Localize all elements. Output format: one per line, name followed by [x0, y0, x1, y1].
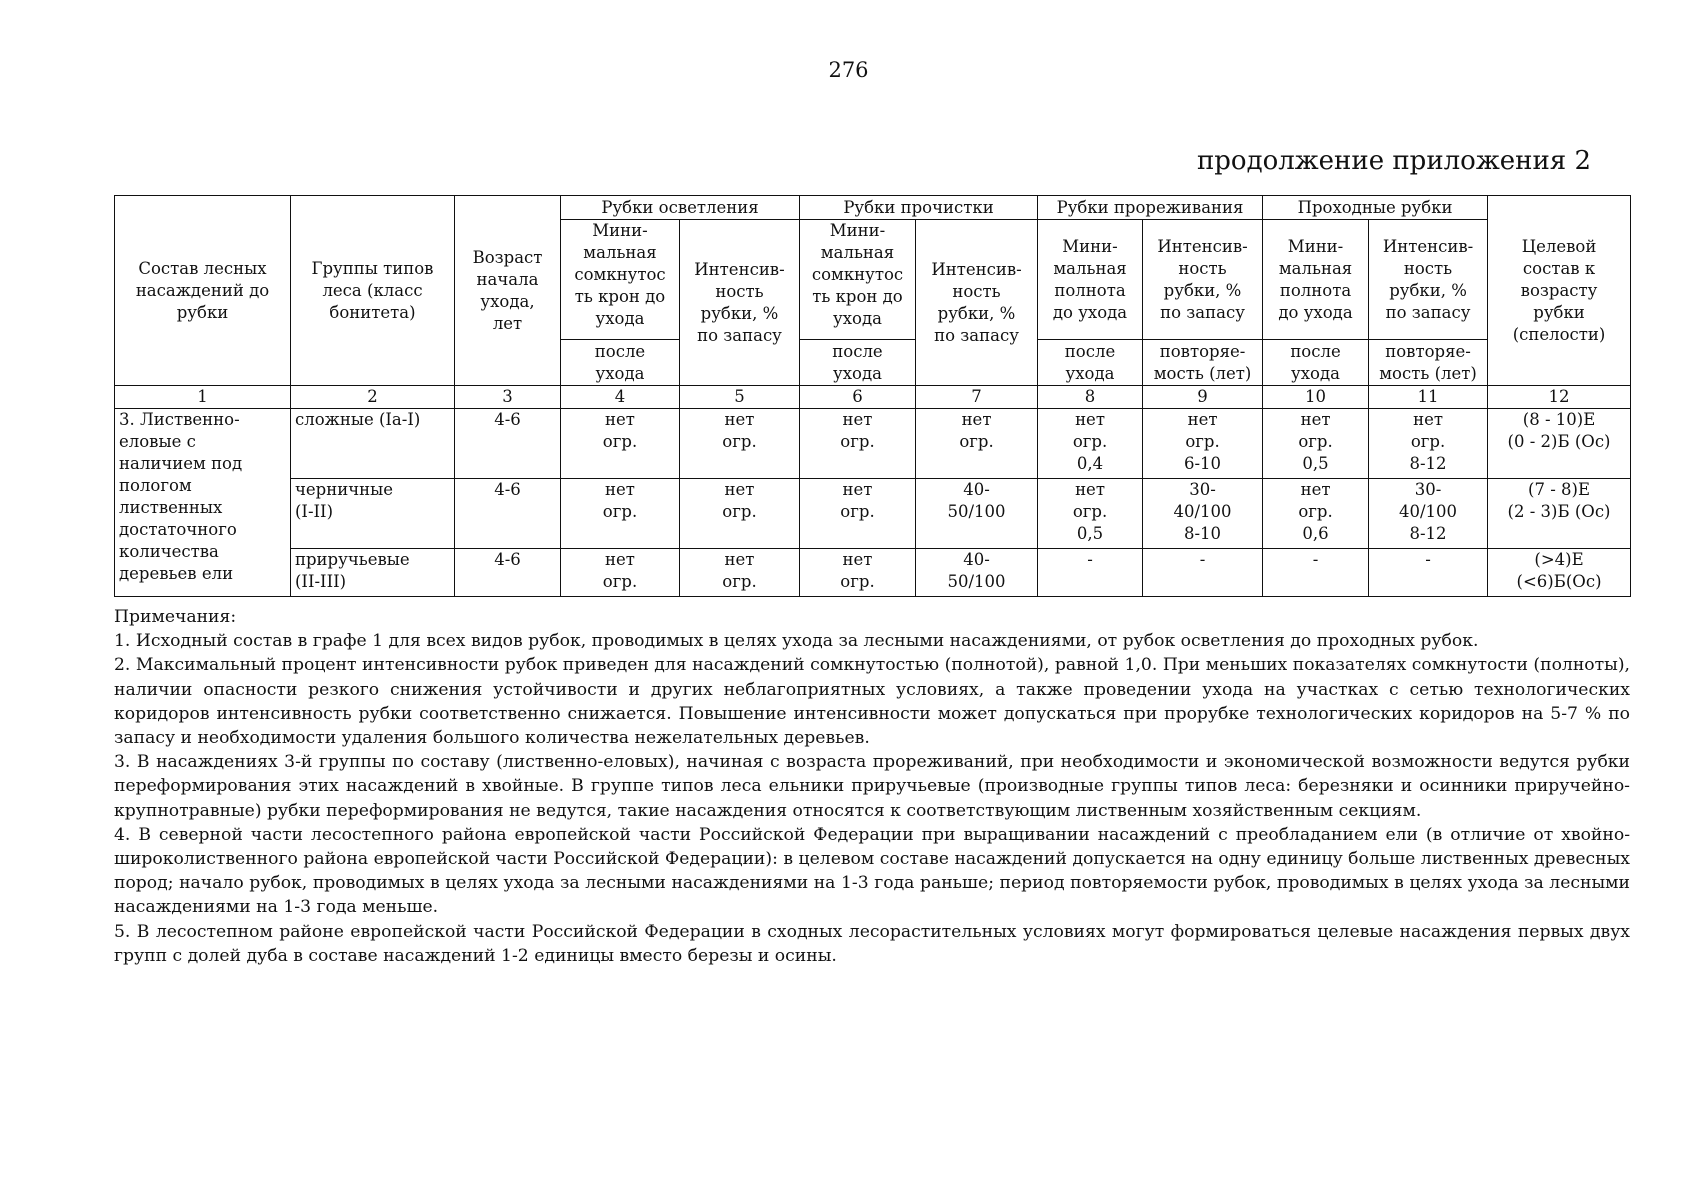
header-repeat-1: повторяе- мость (лет) [1143, 340, 1263, 386]
header-target-composition: Целевой состав к возрасту рубки (спелости) [1488, 196, 1631, 386]
column-number: 6 [800, 386, 916, 409]
table-cell: нет огр. 0,5 [1038, 479, 1143, 549]
table-cell: - [1263, 549, 1369, 597]
table-cell: нет огр. [561, 549, 680, 597]
table-cell: нет огр. [680, 479, 800, 549]
table-cell: - [1038, 549, 1143, 597]
page-number: 276 [828, 58, 869, 82]
table-cell: нет огр. 0,6 [1263, 479, 1369, 549]
forest-type-cell: приручьевые (II-III) [291, 549, 455, 597]
forest-care-table [114, 195, 1631, 597]
column-number: 8 [1038, 386, 1143, 409]
header-intensity-4: Интенсив- ность рубки, % по запасу [1369, 220, 1488, 340]
column-number: 10 [1263, 386, 1369, 409]
column-number: 2 [291, 386, 455, 409]
table-cell: 4-6 [455, 479, 561, 549]
table-cell: - [1369, 549, 1488, 597]
column-number: 4 [561, 386, 680, 409]
header-intensity-1: Интенсив- ность рубки, % по запасу [680, 220, 800, 386]
target-composition-cell: (8 - 10)Е (0 - 2)Б (Ос) [1488, 409, 1631, 479]
header-after-care-1: после ухода [561, 340, 680, 386]
target-composition-cell: (>4)Е (<6)Б(Ос) [1488, 549, 1631, 597]
column-number: 7 [916, 386, 1038, 409]
header-min-density-2: Мини- мальная полнота до ухода [1263, 220, 1369, 340]
header-after-care-3: после ухода [1038, 340, 1143, 386]
column-number: 3 [455, 386, 561, 409]
table-cell: нет огр. 0,5 [1263, 409, 1369, 479]
header-intensity-2: Интенсив- ность рубки, % по запасу [916, 220, 1038, 386]
header-min-closure-1: Мини- мальная сомкнутос ть крон до ухода [561, 220, 680, 340]
header-group-cleaning: Рубки прочистки [800, 196, 1038, 220]
table-cell: 30- 40/100 8-10 [1143, 479, 1263, 549]
table-row [115, 479, 1631, 549]
forest-type-cell: сложные (Ia-I) [291, 409, 455, 479]
notes-section [114, 605, 1630, 968]
header-min-closure-2: Мини- мальная сомкнутос ть крон до ухода [800, 220, 916, 340]
table-row [115, 549, 1631, 597]
table-cell: нет огр. [680, 409, 800, 479]
table-cell: нет огр. [561, 409, 680, 479]
table-cell: нет огр. [916, 409, 1038, 479]
table-row [115, 409, 1631, 479]
header-group-passage: Проходные рубки [1263, 196, 1488, 220]
forest-type-cell: черничные (I-II) [291, 479, 455, 549]
note-item: 4. В северной части лесостепного района европейской части Российской Федерации при выращивании насаждений с преобладанием ели (в отличие от хвойно-широколиственного района европейской части Российской Федерации): в целевом составе насаждений допускается на одну единицу больше лиственных древесных пород; начало рубок, проводимых в целях ухода за лесными насаждениями на 1-3 года раньше; период повторяемости рубок, проводимых в целях ухода за лесными насаждениями на 1-3 года меньше. [114, 824, 1630, 918]
table-cell: 4-6 [455, 409, 561, 479]
header-after-care-2: после ухода [800, 340, 916, 386]
table-cell: нет огр. [800, 479, 916, 549]
column-number: 11 [1369, 386, 1488, 409]
table-cell: нет огр. 6-10 [1143, 409, 1263, 479]
table-cell: нет огр. [561, 479, 680, 549]
table-cell: нет огр. 8-12 [1369, 409, 1488, 479]
target-composition-cell: (7 - 8)Е (2 - 3)Б (Ос) [1488, 479, 1631, 549]
note-item: 2. Максимальный процент интенсивности рубок приведен для насаждений сомкнутостью (полнотой), равной 1,0. При меньших показателях сомкнутости (полноты), наличии опасности резкого снижения устойчивости и других неблагоприятных условиях, а также проведении ухода на участках с сетью технологических коридоров интенсивность рубки соответственно снижается. Повышение интенсивности может допускаться при прорубке технологических коридоров на 5-7 % по запасу и необходимости удаления большого количества нежелательных деревьев. [114, 655, 1630, 749]
continuation-title: продолжение приложения 2 [1196, 146, 1591, 176]
table-cell: 40- 50/100 [916, 479, 1038, 549]
note-item: 3. В насаждениях 3-й группы по составу (лиственно-еловых), начиная с возраста прореживаний, при необходимости и экономической возможности ведутся рубки переформирования этих насаждений в хвойные. В группе типов леса ельники приручьевые (производные группы типов леса: березняки и осинники приручейно-крупнотравные) рубки переформирования не ведутся, такие насаждения относятся к соответствующим лиственным хозяйственным секциям. [114, 752, 1630, 821]
stand-composition-group: 3. Лиственно- еловые с наличием под пологом лиственных достаточного количества деревьев ели [115, 409, 291, 597]
notes-heading: Примечания: [114, 607, 237, 627]
header-min-density-1: Мини- мальная полнота до ухода [1038, 220, 1143, 340]
note-item: 1. Исходный состав в графе 1 для всех видов рубок, проводимых в целях ухода за лесными насаждениями, от рубок осветления до проходных рубок. [114, 631, 1479, 652]
table-cell: 30- 40/100 8-12 [1369, 479, 1488, 549]
table-cell: нет огр. 0,4 [1038, 409, 1143, 479]
header-group-thinning: Рубки прореживания [1038, 196, 1263, 220]
header-intensity-3: Интенсив- ность рубки, % по запасу [1143, 220, 1263, 340]
header-after-care-4: после ухода [1263, 340, 1369, 386]
column-number: 9 [1143, 386, 1263, 409]
table-cell: нет огр. [800, 409, 916, 479]
column-number: 12 [1488, 386, 1631, 409]
header-forest-type: Группы типов леса (класс бонитета) [291, 196, 455, 386]
header-group-clarification: Рубки осветления [561, 196, 800, 220]
column-number: 5 [680, 386, 800, 409]
table-cell: 40- 50/100 [916, 549, 1038, 597]
header-repeat-2: повторяе- мость (лет) [1369, 340, 1488, 386]
column-number-row [115, 386, 1631, 409]
table-cell: нет огр. [800, 549, 916, 597]
table-cell: - [1143, 549, 1263, 597]
header-composition: Состав лесных насаждений до рубки [115, 196, 291, 386]
table-cell: нет огр. [680, 549, 800, 597]
note-item: 5. В лесостепном районе европейской части Российской Федерации в сходных лесорастительных условиях могут формироваться целевые насаждения первых двух групп с долей дуба в составе насаждений 1-2 единицы вместо березы и осины. [114, 921, 1630, 966]
header-start-age: Возраст начала ухода, лет [455, 196, 561, 386]
column-number: 1 [115, 386, 291, 409]
table-cell: 4-6 [455, 549, 561, 597]
